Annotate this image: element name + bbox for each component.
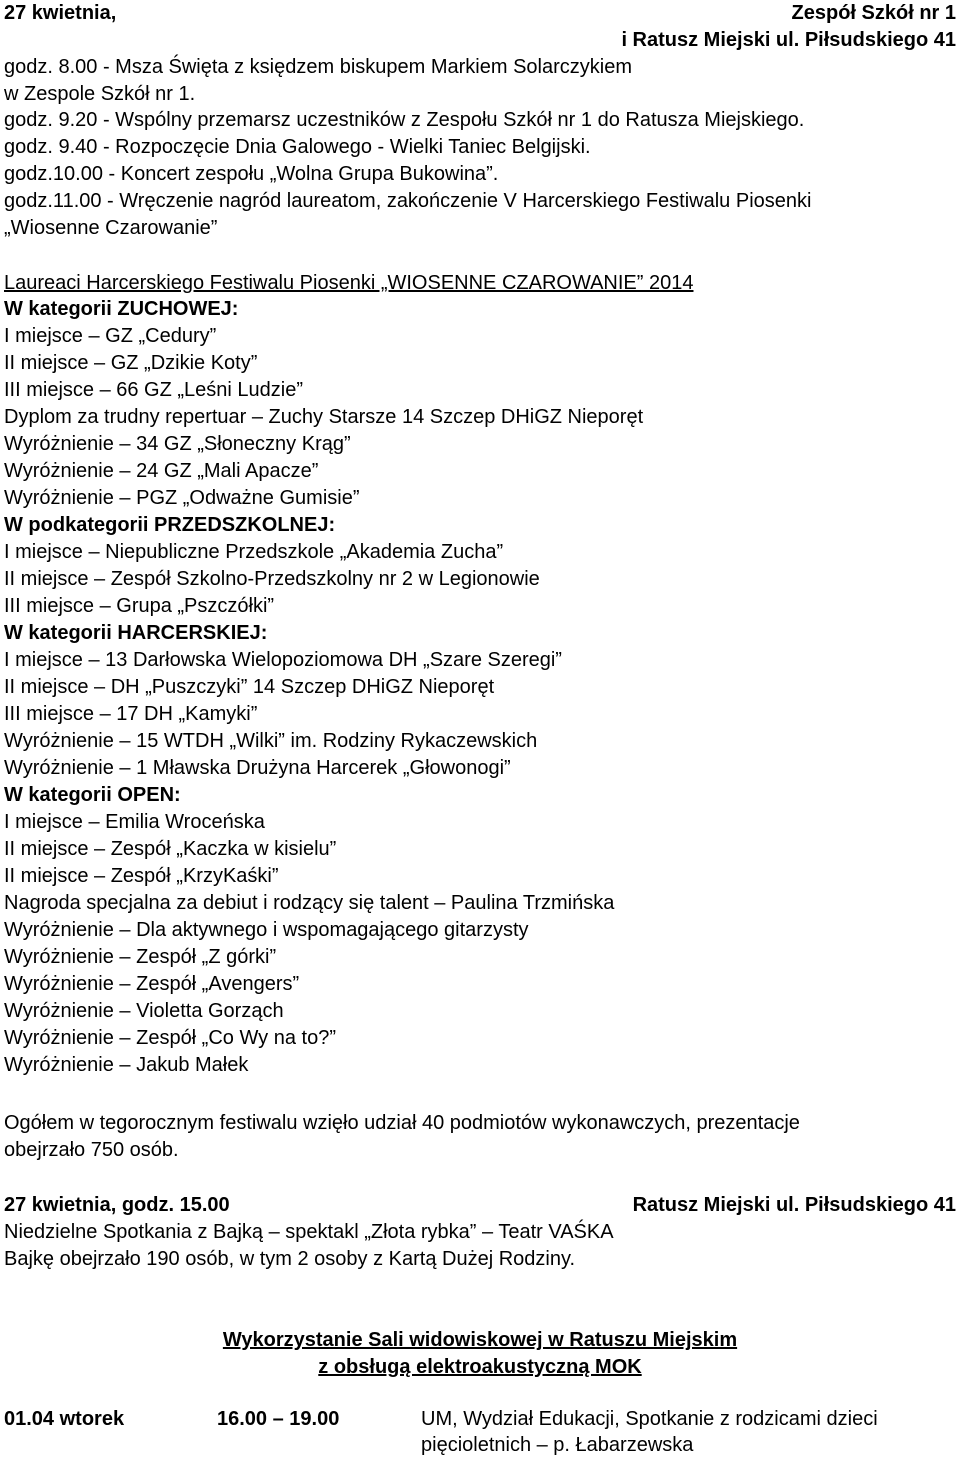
list-item: I miejsce – 13 Darłowska Wielopoziomowa DH „Szare Szeregi”: [4, 649, 562, 671]
program-line: godz. 9.40 - Rozpoczęcie Dnia Galowego - Wielki Taniec Belgijski.: [4, 136, 591, 158]
list-item: II miejsce – Zespół Szkolno-Przedszkolny nr 2 w Legionowie: [4, 568, 540, 590]
event2-place: Ratusz Miejski ul. Piłsudskiego 41: [632, 1194, 956, 1216]
category-heading-harcerska: W kategorii HARCERSKIEJ:: [4, 622, 268, 644]
event2-line: Bajkę obejrzało 190 osób, w tym 2 osoby z Kartą Dużej Rodziny.: [4, 1248, 576, 1270]
category-heading-przedszkolna: W podkategorii PRZEDSZKOLNEJ:: [4, 514, 336, 536]
section-subtitle: z obsługą elektroakustyczną MOK: [318, 1356, 642, 1378]
header-place-line2: i Ratusz Miejski ul. Piłsudskiego 41: [621, 29, 956, 51]
schedule-time: 16.00 – 19.00: [217, 1408, 340, 1430]
event2-line: Niedzielne Spotkania z Bajką – spektakl „Złota rybka” – Teatr VAŚKA: [4, 1221, 614, 1243]
list-item: Wyróżnienie – 15 WTDH „Wilki” im. Rodziny Rykaczewskich: [4, 730, 538, 752]
program-line: godz. 8.00 - Msza Święta z księdzem biskupem Markiem Solarczykiem: [4, 56, 632, 78]
list-item: Wyróżnienie – 24 GZ „Mali Apacze”: [4, 460, 319, 482]
list-item: Nagroda specjalna za debiut i rodzący się talent – Paulina Trzmińska: [4, 892, 615, 914]
list-item: Wyróżnienie – Jakub Małek: [4, 1054, 249, 1076]
list-item: I miejsce – Emilia Wroceńska: [4, 811, 265, 833]
event2-header: [4, 1192, 956, 1218]
list-item: Wyróżnienie – 34 GZ „Słoneczny Krąg”: [4, 433, 351, 455]
list-item: II miejsce – DH „Puszczyki” 14 Szczep DHiGZ Nieporęt: [4, 676, 495, 698]
list-item: Wyróżnienie – Zespół „Z górki”: [4, 946, 277, 968]
schedule-date: 01.04 wtorek: [4, 1408, 125, 1430]
list-item: Dyplom za trudny repertuar – Zuchy Starsze 14 Szczep DHiGZ Nieporęt: [4, 406, 644, 428]
header-date: 27 kwietnia,: [4, 2, 117, 24]
list-item: Wyróżnienie – Zespół „Co Wy na to?”: [4, 1027, 336, 1049]
program-line: godz. 9.20 - Wspólny przemarsz uczestników z Zespołu Szkół nr 1 do Ratusza Miejskiego.: [4, 109, 805, 131]
list-item: II miejsce – Zespół „Kaczka w kisielu”: [4, 838, 337, 860]
program-line: godz.11.00 - Wręczenie nagród laureatom, zakończenie V Harcerskiego Festiwalu Piosenki: [4, 190, 812, 212]
list-item: III miejsce – 17 DH „Kamyki”: [4, 703, 258, 725]
list-item: Wyróżnienie – Zespół „Avengers”: [4, 973, 300, 995]
event2-date: 27 kwietnia, godz. 15.00: [4, 1194, 230, 1216]
schedule-description: UM, Wydział Edukacji, Spotkanie z rodzicami dzieci: [421, 1408, 878, 1430]
list-item: Wyróżnienie – PGZ „Odważne Gumisie”: [4, 487, 360, 509]
category-heading-zuchowa: W kategorii ZUCHOWEJ:: [4, 298, 239, 320]
list-item: II miejsce – Zespół „KrzyKaśki”: [4, 865, 279, 887]
list-item: Wyróżnienie – Violetta Gorząch: [4, 1000, 284, 1022]
program-line: w Zespole Szkół nr 1.: [4, 83, 196, 105]
category-heading-open: W kategorii OPEN:: [4, 784, 181, 806]
header-place-line1: Zespół Szkół nr 1: [791, 2, 956, 24]
list-item: III miejsce – 66 GZ „Leśni Ludzie”: [4, 379, 304, 401]
header-row: [4, 0, 956, 26]
program-line: „Wiosenne Czarowanie”: [4, 217, 218, 239]
summary-line: Ogółem w tegorocznym festiwalu wzięło udział 40 podmiotów wykonawczych, prezentacje: [4, 1112, 800, 1134]
laureates-title: Laureaci Harcerskiego Festiwalu Piosenki „WIOSENNE CZAROWANIE” 2014: [4, 272, 694, 294]
program-line: godz.10.00 - Koncert zespołu „Wolna Grupa Bukowina”.: [4, 163, 499, 185]
list-item: II miejsce – GZ „Dzikie Koty”: [4, 352, 258, 374]
list-item: Wyróżnienie – 1 Mławska Drużyna Harcerek „Głowonogi”: [4, 757, 511, 779]
list-item: I miejsce – Niepubliczne Przedszkole „Akademia Zucha”: [4, 541, 504, 563]
list-item: III miejsce – Grupa „Pszczółki”: [4, 595, 275, 617]
schedule-description: pięcioletnich – p. Łabarzewska: [421, 1434, 694, 1456]
list-item: I miejsce – GZ „Cedury”: [4, 325, 217, 347]
section-title: Wykorzystanie Sali widowiskowej w Ratuszu Miejskim: [222, 1329, 738, 1351]
summary-line: obejrzało 750 osób.: [4, 1139, 179, 1161]
list-item: Wyróżnienie – Dla aktywnego i wspomagającego gitarzysty: [4, 919, 529, 941]
